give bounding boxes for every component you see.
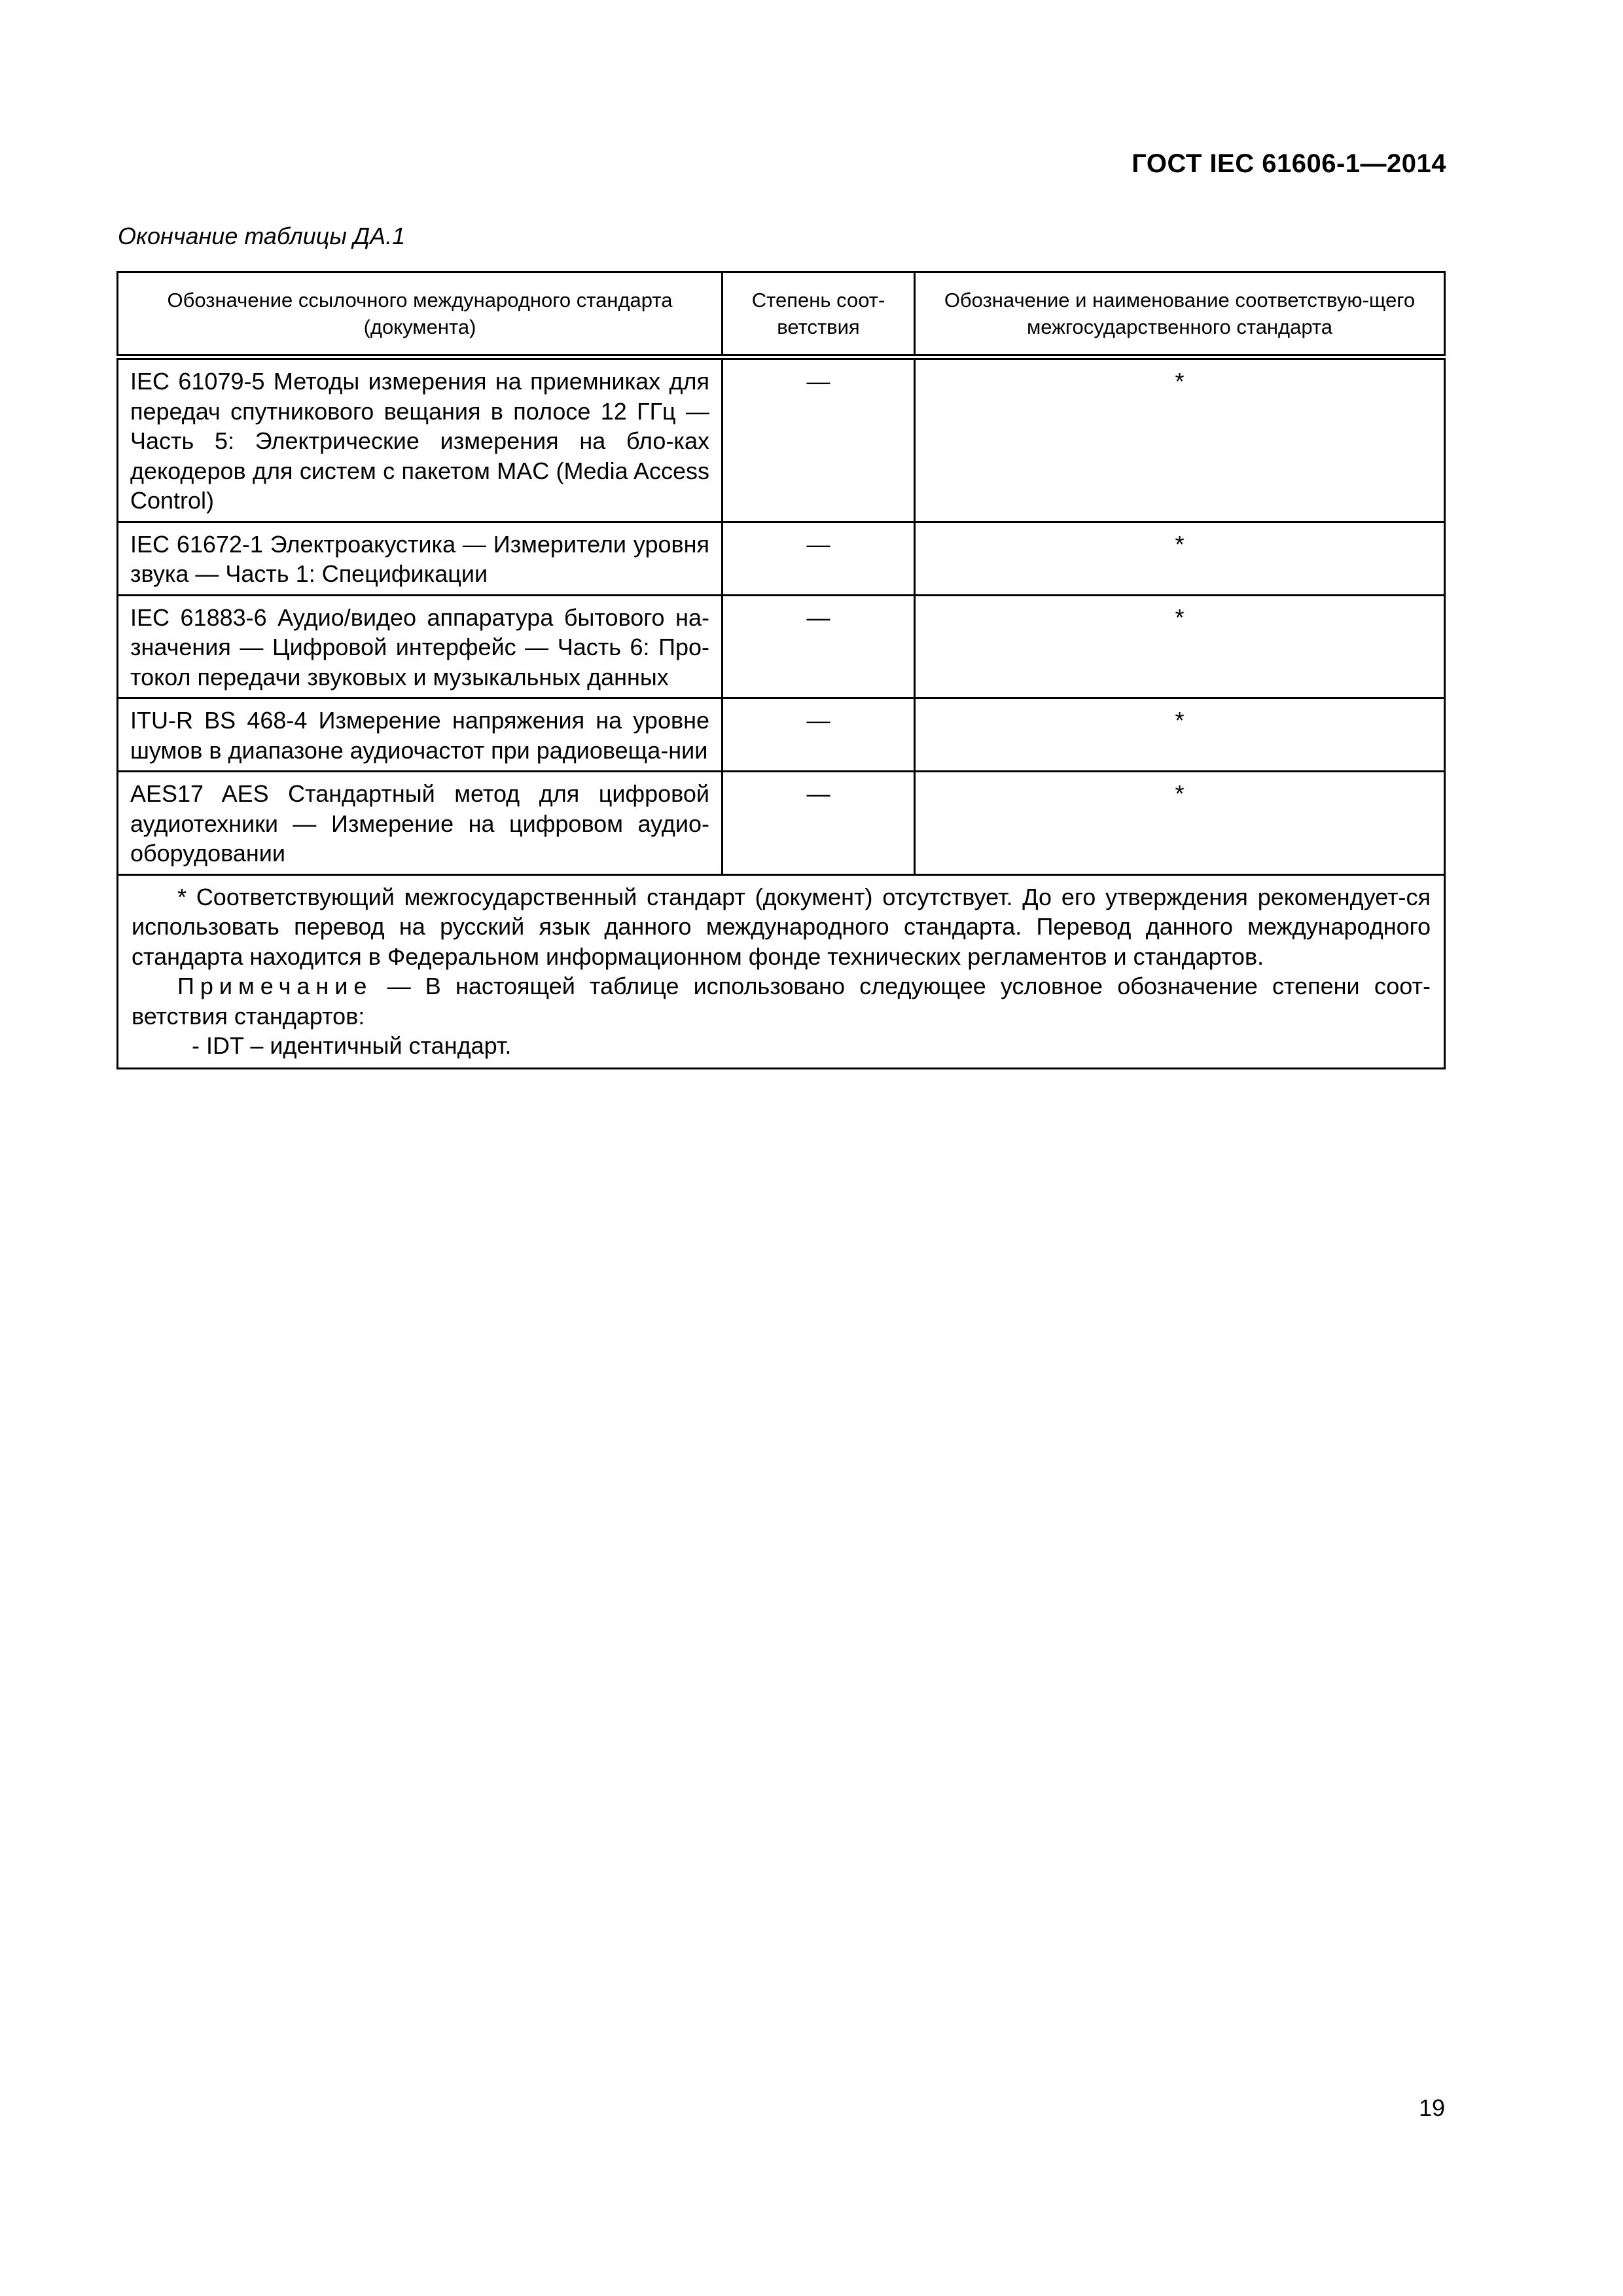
reference-standard-cell: AES17 AES Стандартный метод для цифровой аудиотехники — Измерение на цифровом аудио-оборудовании bbox=[118, 772, 722, 875]
table-row bbox=[118, 522, 1445, 595]
national-standard-cell: * bbox=[915, 772, 1445, 875]
table-footnote-cell bbox=[118, 874, 1445, 1068]
reference-standard-cell: IEC 61079-5 Методы измерения на приемниках для передач спутникового вещания в полосе 12 ГГц — Часть 5: Электрические измерения на бло-ках декодеров для систем с пакетом MAC (Media Access Control) bbox=[118, 357, 722, 522]
document-code: ГОСТ IEC 61606-1—2014 bbox=[1132, 149, 1446, 178]
page-number: 19 bbox=[1418, 2094, 1445, 2121]
national-standard-cell: * bbox=[915, 357, 1445, 522]
degree-cell: — bbox=[722, 698, 915, 772]
table-footnote-row bbox=[118, 874, 1445, 1068]
reference-standards-table bbox=[116, 271, 1446, 1069]
reference-standard-cell: IEC 61672-1 Электроакустика — Измерители уровня звука — Часть 1: Спецификации bbox=[118, 522, 722, 595]
table-row bbox=[118, 772, 1445, 875]
column-header-reference-standard: Обозначение ссылочного международного стандарта (документа) bbox=[118, 272, 722, 357]
table-header-row bbox=[118, 272, 1445, 357]
table-note bbox=[132, 971, 1431, 1031]
reference-standard-cell: ITU-R BS 468-4 Измерение напряжения на уровне шумов в диапазоне аудиочастот при радиовеща-нии bbox=[118, 698, 722, 772]
degree-cell: — bbox=[722, 772, 915, 875]
column-header-national-standard: Обозначение и наименование соответствую-щего межгосударственного стандарта bbox=[915, 272, 1445, 357]
table-row bbox=[118, 595, 1445, 698]
degree-cell: — bbox=[722, 522, 915, 595]
degree-cell: — bbox=[722, 595, 915, 698]
table-caption: Окончание таблицы ДА.1 bbox=[118, 223, 406, 249]
national-standard-cell: * bbox=[915, 522, 1445, 595]
degree-cell: — bbox=[722, 357, 915, 522]
table-row bbox=[118, 698, 1445, 772]
national-standard-cell: * bbox=[915, 595, 1445, 698]
note-text: — В настоящей таблице использовано следующее условное обозначение степени соот-ветствия стандартов: bbox=[132, 973, 1431, 1030]
national-standard-cell: * bbox=[915, 698, 1445, 772]
table-row bbox=[118, 357, 1445, 522]
footnote-text: * Соответствующий межгосударственный стандарт (документ) отсутствует. До его утверждения рекомендует-ся использовать перевод на русский язык данного международного стандарта. Перевод данного международного стандарта находится в Федеральном информационном фонде технических регламентов и стандартов. bbox=[132, 883, 1431, 970]
note-list-item: - IDT – идентичный стандарт. bbox=[192, 1032, 512, 1059]
reference-standard-cell: IEC 61883-6 Аудио/видео аппаратура бытового на-значения — Цифровой интерфейс — Часть 6: Про-токол передачи звуковых и музыкальных данных bbox=[118, 595, 722, 698]
note-label: Примечание bbox=[177, 973, 373, 999]
column-header-degree: Степень соот-ветствия bbox=[722, 272, 915, 357]
